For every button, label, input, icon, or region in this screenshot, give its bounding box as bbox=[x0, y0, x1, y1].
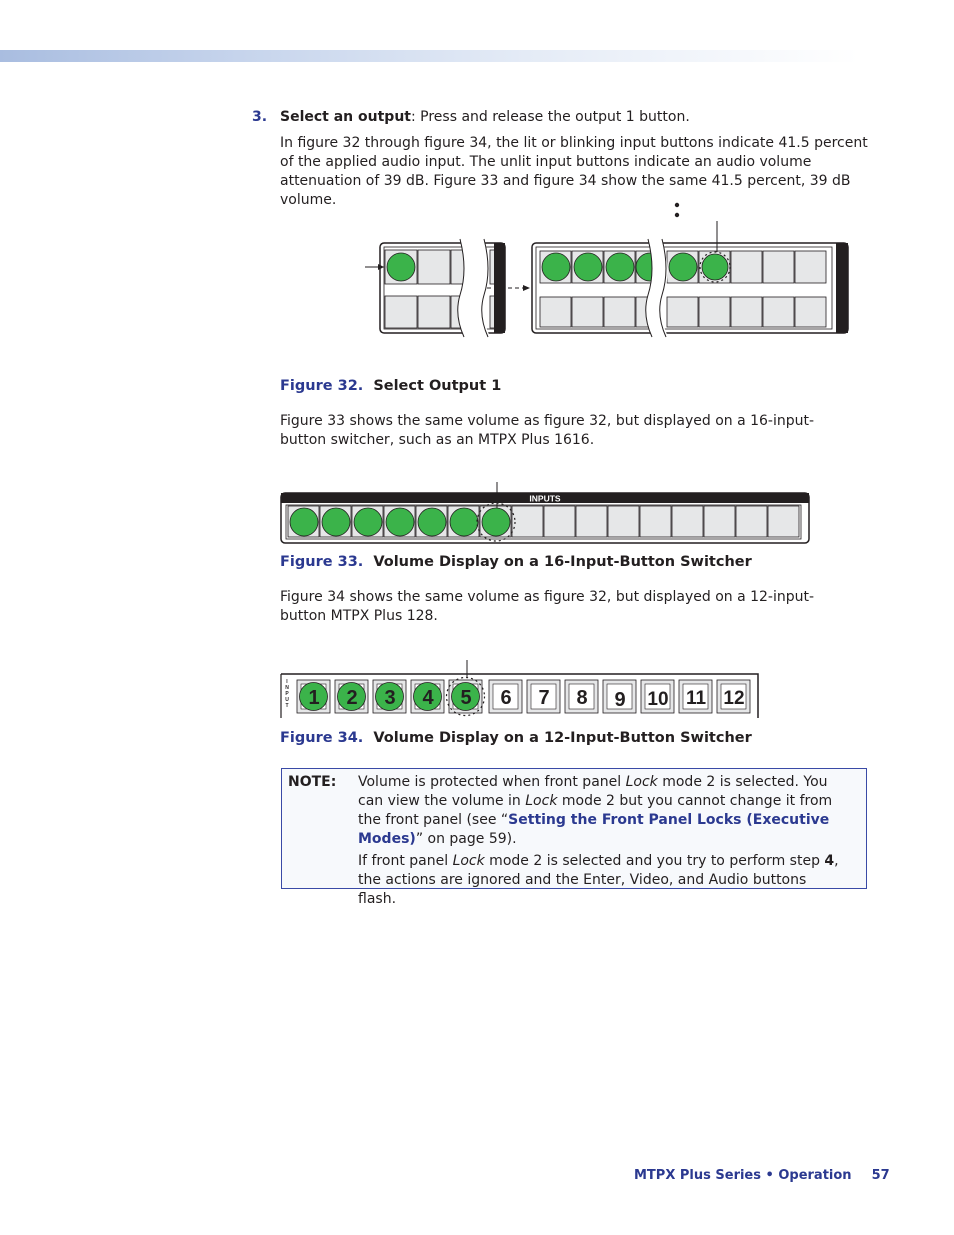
note-box bbox=[281, 768, 867, 907]
figure-34-label: Figure 34. bbox=[280, 730, 364, 746]
note-paragraph-1: Volume is protected when front panel Lock mode 2 is selected. You can view the volume in Lock mode 2 but you cannot change it from the front panel (see “Setting the Front Panel Locks (Executive Modes)” on page 59). bbox=[358, 774, 833, 847]
figure-34-title: Volume Display on a 12-Input-Button Switcher bbox=[373, 730, 752, 746]
svg-text:1: 1 bbox=[308, 687, 320, 709]
svg-text:U: U bbox=[285, 697, 289, 703]
step-instruction bbox=[280, 108, 690, 127]
svg-text:4: 4 bbox=[422, 687, 434, 709]
paragraph-figure-34: Figure 34 shows the same volume as figure 32, but displayed on a 12-input-button MTPX Plus 128. bbox=[280, 589, 815, 624]
figure-34-diagram bbox=[280, 658, 762, 720]
front-panel-locks-link[interactable]: Setting the Front Panel Locks (Executive Modes) bbox=[358, 812, 830, 847]
figure-33-title: Volume Display on a 16-Input-Button Switcher bbox=[373, 554, 752, 570]
svg-text:12: 12 bbox=[723, 688, 745, 709]
input-side-label bbox=[285, 679, 289, 709]
svg-text:T: T bbox=[285, 703, 289, 709]
svg-text:9: 9 bbox=[614, 689, 626, 711]
step-paragraph: In figure 32 through figure 34, the lit or blinking input buttons indicate 41.5 percent of the applied audio input. The unlit input buttons indicate an audio volume attenuation of 39 dB. Figure 33 and figure 34 show the same 41.5 percent, 39 dB volume. bbox=[280, 135, 868, 208]
figure-32-caption bbox=[280, 378, 501, 394]
figure-34-caption bbox=[280, 730, 752, 746]
svg-text:3: 3 bbox=[384, 687, 396, 709]
figure-32-label: Figure 32. bbox=[280, 378, 364, 394]
svg-text:8: 8 bbox=[576, 687, 588, 709]
figure-33-label: Figure 33. bbox=[280, 554, 364, 570]
step-label: Select an output bbox=[280, 109, 411, 125]
step-text: : Press and release the output 1 button. bbox=[410, 109, 690, 125]
figure-33-caption bbox=[280, 554, 752, 570]
svg-text:10: 10 bbox=[647, 689, 669, 710]
input-buttons-12 bbox=[297, 678, 750, 716]
figure-32-title: Select Output 1 bbox=[373, 378, 502, 394]
svg-text:11: 11 bbox=[685, 688, 707, 709]
svg-text:6: 6 bbox=[500, 687, 512, 709]
svg-text:2: 2 bbox=[346, 687, 358, 709]
footer-title: MTPX Plus Series • Operation bbox=[634, 1168, 852, 1183]
svg-text:5: 5 bbox=[460, 687, 472, 709]
page-footer bbox=[634, 1168, 890, 1183]
note-label: NOTE: bbox=[288, 774, 337, 790]
note-body bbox=[358, 773, 848, 909]
inputs-panel-label: INPUTS bbox=[529, 493, 561, 504]
figure-33-diagram bbox=[280, 480, 812, 550]
svg-text:7: 7 bbox=[538, 687, 550, 709]
svg-text:N: N bbox=[285, 685, 289, 691]
paragraph-figure-33: Figure 33 shows the same volume as figure 32, but displayed on a 16-input-button switcher, such as an MTPX Plus 1616. bbox=[280, 413, 815, 448]
header-band bbox=[0, 50, 954, 62]
step-number: 3. bbox=[252, 109, 268, 125]
note-paragraph-2: If front panel Lock mode 2 is selected and you try to perform step 4, the actions are ignored and the Enter, Video, and Audio buttons flash. bbox=[358, 853, 839, 907]
page-number: 57 bbox=[871, 1168, 890, 1183]
svg-text:P: P bbox=[285, 691, 289, 697]
figure-32-diagram bbox=[360, 195, 860, 345]
svg-text:I: I bbox=[286, 679, 288, 685]
